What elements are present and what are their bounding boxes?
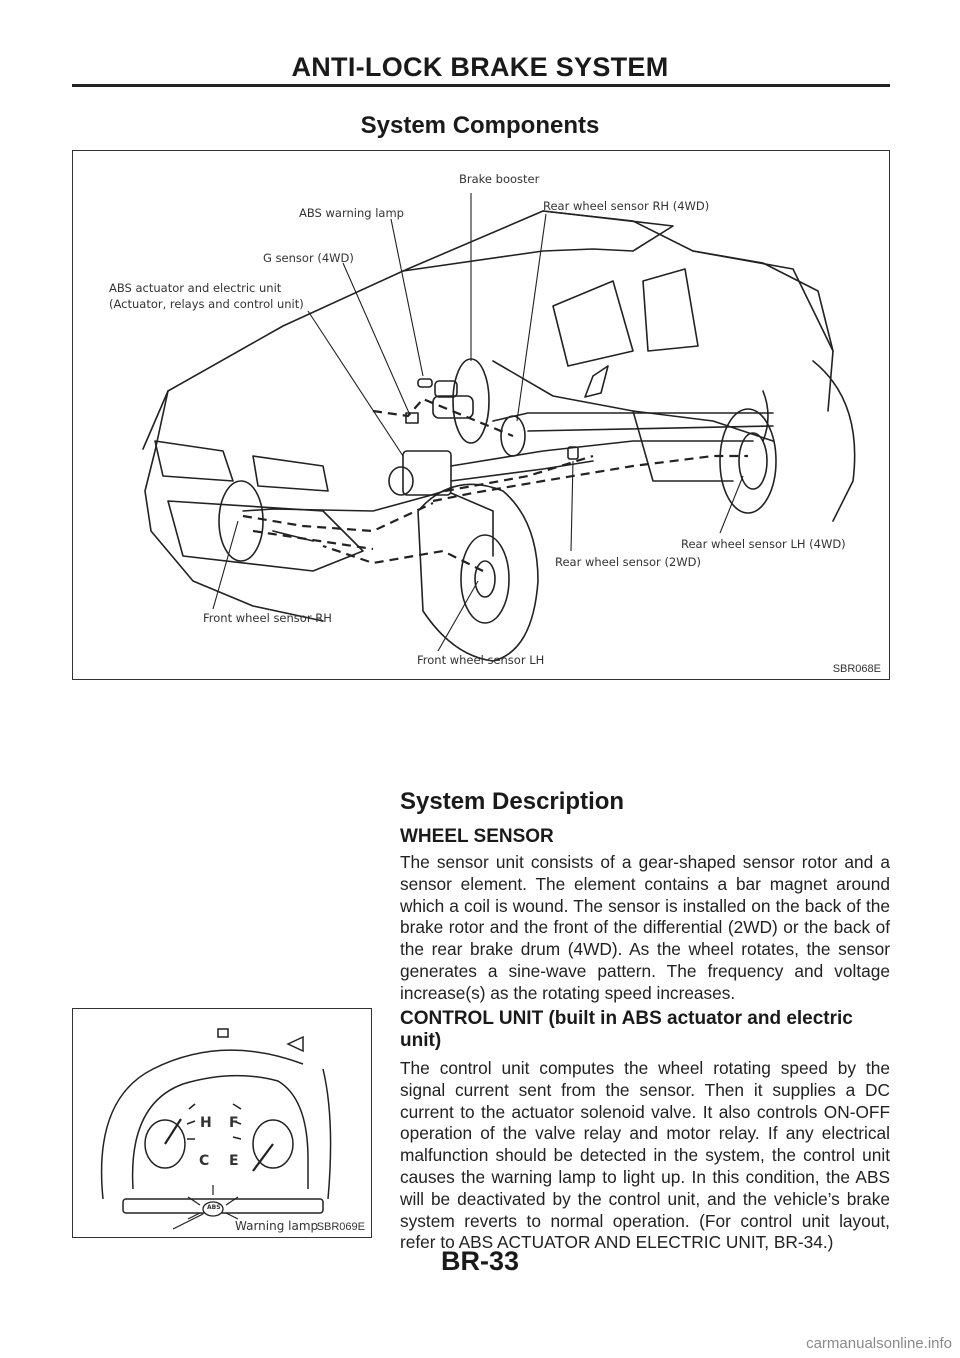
leader-g-sensor xyxy=(343,263,409,413)
system-components-figure xyxy=(72,150,890,680)
harness-front-lh xyxy=(323,546,483,571)
fuel-f-label: F xyxy=(229,1115,239,1131)
front-rh-disc xyxy=(219,481,263,561)
temp-h-label: H xyxy=(200,1115,212,1131)
instrument-cluster-drawing xyxy=(73,1009,371,1237)
label-front-wheel-sensor-lh: Front wheel sensor LH xyxy=(417,653,545,667)
front-lh-disc xyxy=(461,535,509,623)
fuel-tick-1 xyxy=(233,1104,241,1109)
brake-line-front-lh xyxy=(451,493,493,556)
truck-grille xyxy=(253,456,328,491)
label-rear-wheel-sensor-rh-4wd: Rear wheel sensor RH (4WD) xyxy=(543,199,710,213)
footer-watermark: carmanualsonline.info xyxy=(806,1335,952,1352)
description-title: System Description xyxy=(400,788,625,815)
brake-booster-drum xyxy=(453,359,489,443)
leader-rear-2wd xyxy=(571,461,573,551)
harness-rear-lh xyxy=(433,456,748,501)
label-rear-wheel-sensor-2wd: Rear wheel sensor (2WD) xyxy=(555,555,701,569)
leader-abs-actuator xyxy=(308,311,403,456)
fuel-tick-3 xyxy=(233,1137,241,1139)
harness-rear-2wd xyxy=(445,456,593,491)
truck-bed-top xyxy=(693,251,833,351)
temp-tick-2 xyxy=(187,1121,195,1124)
arrow-indicator xyxy=(288,1037,303,1051)
leader-front-rh xyxy=(213,521,238,609)
warning-lamp-caption: Warning lamp xyxy=(235,1219,319,1233)
abs-pump-motor xyxy=(389,467,413,495)
label-brake-booster: Brake booster xyxy=(459,172,540,186)
label-abs-actuator-2: (Actuator, relays and control unit) xyxy=(109,297,304,311)
truck-mirror xyxy=(585,366,608,397)
temp-c-label: C xyxy=(199,1153,210,1169)
label-g-sensor: G sensor (4WD) xyxy=(263,251,354,265)
figure-code-sbr069e: SBR069E xyxy=(316,1221,365,1233)
front-lh-hub xyxy=(475,561,495,597)
abs-lamp-text: ABS xyxy=(207,1204,221,1211)
header-rule xyxy=(72,84,890,87)
cluster-right-edge xyxy=(323,1069,331,1199)
components-title: System Components xyxy=(360,112,600,139)
lamp-leader xyxy=(173,1214,203,1229)
truck-cab-roof xyxy=(543,211,833,411)
page-header-title: ANTI-LOCK BRAKE SYSTEM xyxy=(291,52,669,82)
truck-rear-fender xyxy=(813,361,855,521)
truck-hood-line xyxy=(143,249,633,449)
figure-code-sbr068e: SBR068E xyxy=(832,663,881,675)
truck-rear-body xyxy=(763,391,768,441)
label-abs-actuator-1: ABS actuator and electric unit xyxy=(109,281,282,295)
g-sensor xyxy=(406,413,418,423)
control-unit-heading: CONTROL UNIT (built in ABS actuator and electric unit) xyxy=(400,1008,853,1051)
label-abs-warning-lamp: ABS warning lamp xyxy=(299,206,404,220)
label-front-wheel-sensor-rh: Front wheel sensor RH xyxy=(203,611,332,625)
warning-lamp-figure xyxy=(72,1008,372,1238)
front-left-tire xyxy=(418,484,538,661)
fuel-e-label: E xyxy=(229,1153,239,1169)
truck-windshield xyxy=(403,211,673,271)
truck-fog-lamp xyxy=(273,531,313,541)
label-rear-wheel-sensor-lh-4wd: Rear wheel sensor LH (4WD) xyxy=(681,537,846,551)
truck-lower-grille xyxy=(168,501,363,571)
truck-headlight-left xyxy=(155,441,233,481)
page-number: BR-33 xyxy=(440,1246,520,1276)
warning-lamp-part xyxy=(418,379,432,387)
control-unit-text: The control unit computes the wheel rotating speed by the signal current sent from the sensor. Then it supplies a DC current to the actuator solenoid valve. It also controls ON-OFF operation of the valve relay and motor relay. If any electrical malfunction should be detected in the system, the control unit causes the warning lamp to light up. In this condition, the ABS will be deactivated by the control unit, and the vehicle’s brake system reverts to normal operation. (For control unit layout, refer to ABS ACTUATOR AND ELECTRIC UNIT, BR-34.) xyxy=(400,1058,890,1253)
leader-abs-warning-lamp xyxy=(391,219,423,376)
wheel-sensor-heading: WHEEL SENSOR xyxy=(400,826,554,847)
lamp-ray-1 xyxy=(188,1197,200,1205)
lamp-ray-4 xyxy=(226,1197,238,1205)
cluster-inner-bezel xyxy=(133,1076,308,1189)
small-indicator-1 xyxy=(218,1029,228,1037)
truck-diagram xyxy=(73,151,889,679)
truck-door-line xyxy=(633,411,733,481)
brake-line-3 xyxy=(451,441,753,466)
truck-window-rear xyxy=(643,269,698,351)
wheel-sensor-text: The sensor unit consists of a gear-shaped sensor rotor and a sensor element. The element contains a bar magnet around which a coil is wound. The sensor is installed on the back of the brake rotor and the front of the differential (2WD) or the back of the rear brake drum (4WD). As the wheel rotates, the sensor generates a sine-wave pattern. The frequency and voltage increase(s) as the rotating speed increases. xyxy=(400,852,890,1003)
truck-window-front xyxy=(553,281,633,366)
temp-tick-1 xyxy=(189,1104,195,1109)
harness-front-rh-2 xyxy=(253,531,373,549)
